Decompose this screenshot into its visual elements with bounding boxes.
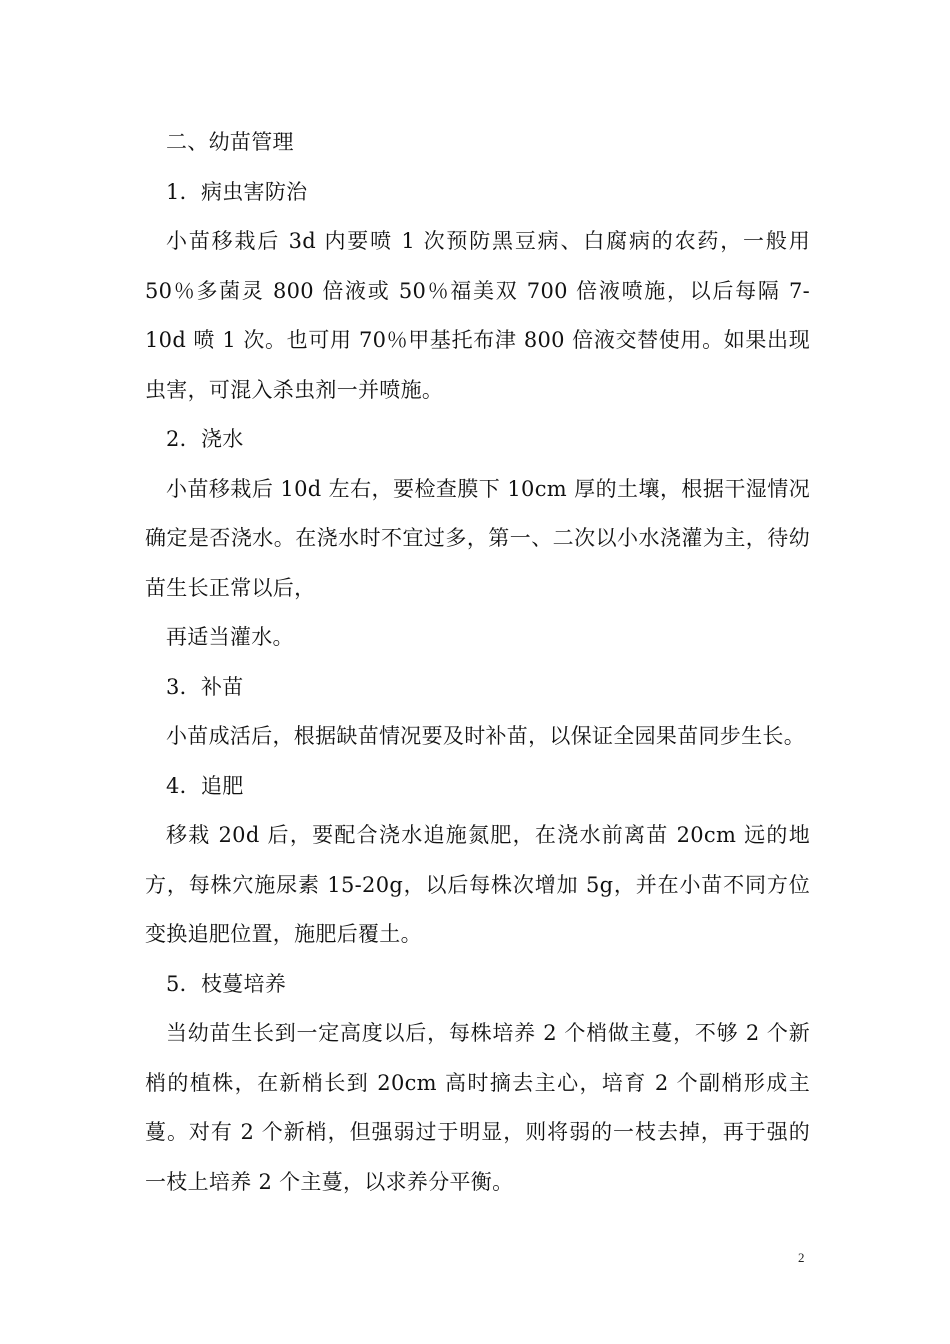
- subsection-heading-topdressing: 4．追肥: [166, 773, 244, 798]
- paragraph-watering: 小苗移栽后 10d 左右，要检查膜下 10cm 厚的土壤，根据干湿情况确定是否浇水。在浇水时不宜过多，第一、二次以小水浇灌为主，待幼苗生长正常以后，: [145, 476, 810, 600]
- subsection-heading-vine-training: 5．枝蔓培养: [166, 971, 287, 996]
- paragraph-vine-training: 当幼苗生长到一定高度以后，每株培养 2 个梢做主蔓，不够 2 个新梢的植株，在新梢长到 20cm 高时摘去主心，培育 2 个副梢形成主蔓。对有 2 个新梢，但强弱过于明显，则将弱的一枝去掉，再于强的一枝上培养 2 个主蔓，以求养分平衡。: [145, 1021, 810, 1194]
- subsection-heading-replanting: 3．补苗: [166, 674, 244, 699]
- subsection-heading-pest-control: 1．病虫害防治: [166, 179, 308, 204]
- section-title: 二、幼苗管理: [166, 130, 294, 154]
- page-number: 2: [798, 1250, 805, 1265]
- paragraph-topdressing: 移栽 20d 后，要配合浇水追施氮肥，在浇水前离苗 20cm 远的地方，每株穴施尿素 15-20g，以后每株次增加 5g，并在小苗不同方位变换追肥位置，施肥后覆土。: [145, 823, 810, 946]
- subsection-heading-watering: 2．浇水: [166, 427, 244, 451]
- document-body: [145, 118, 810, 1207]
- paragraph-pest-control: 小苗移栽后 3d 内要喷 1 次预防黑豆病、白腐病的农药，一般用 50％多菌灵 800 倍液或 50％福美双 700 倍液喷施，以后每隔 7-10d 喷 1 次。也可用 70％甲基托布津 800 倍液交替使用。如果出现虫害，可混入杀虫剂一并喷施。: [145, 229, 810, 402]
- paragraph-replanting: 小苗成活后，根据缺苗情况要及时补苗，以保证全园果苗同步生长。: [166, 724, 805, 748]
- paragraph-watering-cont: 再适当灌水。: [166, 625, 294, 649]
